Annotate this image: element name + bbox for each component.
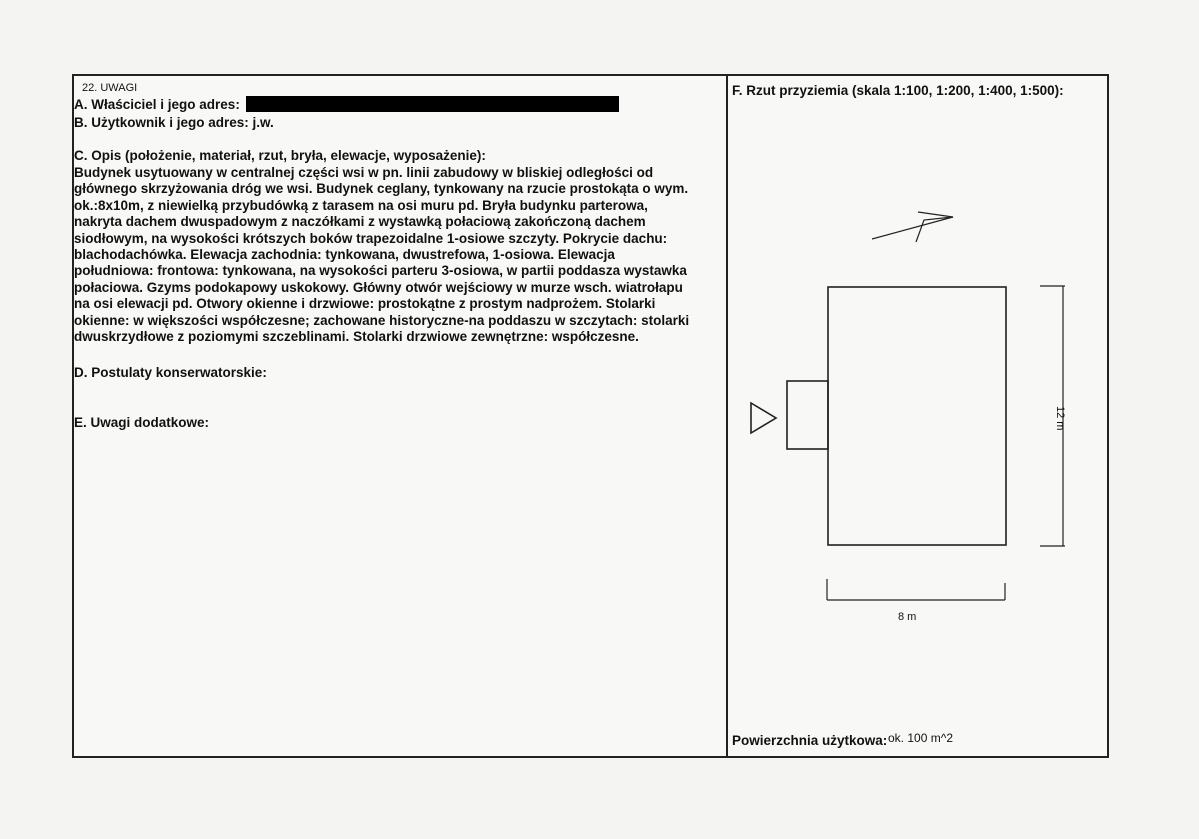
redacted-owner-address xyxy=(246,96,619,112)
area-label: Powierzchnia użytkowa: xyxy=(732,733,888,748)
section-number: 22. UWAGI xyxy=(82,82,138,94)
entrance-marker-icon xyxy=(751,403,776,433)
description-line: Budynek usytuowany w centralnej części wsi w pn. linii zabudowy w bliskiej odległości od xyxy=(74,165,654,180)
width-dimension-label: 8 m xyxy=(898,611,917,623)
annex-outline xyxy=(787,381,828,449)
remarks-column xyxy=(74,76,726,756)
description-line: siodłowym, na wysokości krótszych boków trapezoidalne 1-osiowe szczyty. Pokrycie dachu: xyxy=(74,230,668,246)
description-line: dwuskrzydłowe z poziomymi szczeblinami. Stolarki drzwiowe zewnętrzne: współczesne. xyxy=(74,329,639,345)
description-line: ok.:8x10m, z niewielką przybudówką z tarasem na osi muru pd. Bryła budynku parterowa, xyxy=(74,197,648,213)
height-dimension-label: 12 m xyxy=(1054,406,1066,431)
description-line: połaciowa. Gzyms podokapowy uskokowy. Główny otwór wejściowy w murze wsch. wiatrołapu xyxy=(74,279,683,295)
floor-plan-column xyxy=(728,76,1107,756)
owner-label: A. Właściciel i jego adres: xyxy=(74,97,240,112)
description-line: na osi elewacji pd. Otwory okienne i drzwiowe: prostokątne z prostym nadprożem. Stolarki xyxy=(74,296,656,312)
description-line: nakryta dachem dwuspadowym z naczółkami z wystawką połaciową zakończoną dachem xyxy=(74,214,646,230)
width-dimension-line xyxy=(827,579,1005,600)
area-value: ok. 100 m^2 xyxy=(888,731,953,745)
record-card-frame xyxy=(72,74,1109,758)
description-line: południowa: frontowa: tynkowana, na wysokości parteru 3-osiowa, w partii poddasza wystawka xyxy=(74,263,687,279)
description-heading: C. Opis (położenie, materiał, rzut, bryła, elewacje, wyposażenie): xyxy=(74,148,486,163)
description-text xyxy=(74,165,724,345)
plan-title: F. Rzut przyziemia (skala 1:100, 1:200, 1:400, 1:500): xyxy=(732,83,1064,98)
building-outline xyxy=(828,287,1006,545)
user-label: B. Użytkownik i jego adres: j.w. xyxy=(74,115,274,130)
remarks-label: E. Uwagi dodatkowe: xyxy=(74,415,210,430)
description-line: głównego skrzyżowania dróg we wsi. Budynek ceglany, tynkowany na rzucie prostokąta o wym. xyxy=(74,181,689,197)
description-line: okienne: w większości współczesne; zachowane historyczne-na poddaszu w szczytach: stolarki xyxy=(74,312,690,328)
postulates-label: D. Postulaty konserwatorskie: xyxy=(74,365,267,380)
north-arrow-icon xyxy=(872,212,953,242)
description-line: blachodachówka. Elewacja zachodnia: tynkowana, dwustrefowa, 1-osiowa. Elewacja xyxy=(74,247,615,263)
floor-plan-drawing xyxy=(728,76,1107,756)
